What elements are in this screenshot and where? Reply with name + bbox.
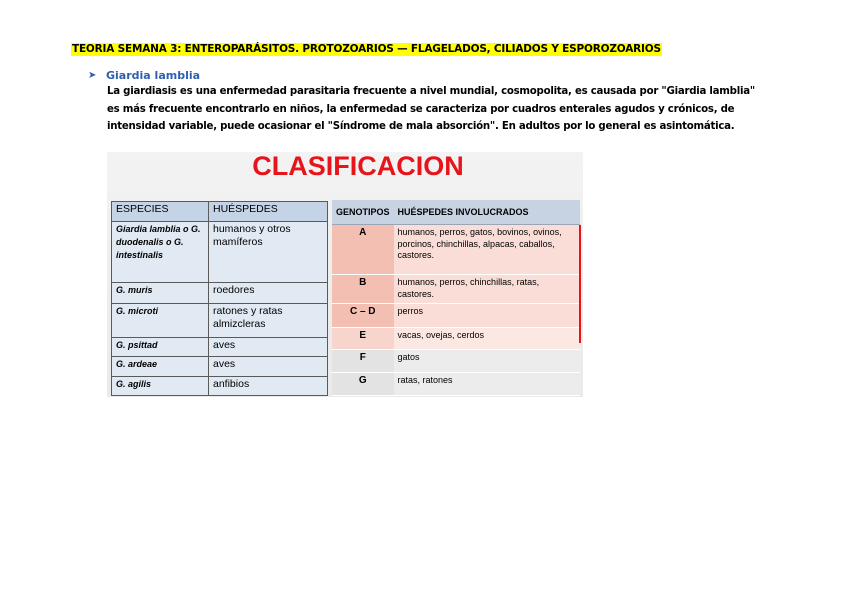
- hosts-cell: gatos: [394, 350, 580, 373]
- column-header: ESPECIES: [112, 202, 209, 222]
- table-row: [332, 275, 580, 304]
- table-row: [332, 304, 580, 328]
- arrow-bullet-icon: ➤: [88, 69, 97, 81]
- paragraph-line: La giardiasis es una enfermedad parasitaria frecuente a nivel mundial, cosmopolita, es causada por "Giardia lamblia": [107, 86, 755, 97]
- hosts-cell: ratones y ratas almizcleras: [209, 304, 328, 338]
- table-row: [112, 376, 328, 395]
- species-cell: G. psittad: [112, 337, 209, 356]
- species-cell: Giardia lamblia o G. duodenalis o G. intestinalis: [112, 222, 209, 283]
- bullet-title: Giardia lamblia: [106, 68, 201, 82]
- table-row: [332, 373, 580, 396]
- species-cell: G. muris: [112, 283, 209, 304]
- hosts-cell: humanos, perros, chinchillas, ratas, castores.: [394, 275, 580, 304]
- genotype-cell: A: [332, 225, 394, 275]
- document-heading: TEORIA SEMANA 3: ENTEROPARÁSITOS. PROTOZOARIOS — FLAGELADOS, CILIADOS Y ESPOROZOARIOS: [72, 43, 661, 55]
- bullet-item: [88, 68, 200, 82]
- genotype-cell: F: [332, 350, 394, 373]
- genotype-cell: E: [332, 328, 394, 350]
- description-paragraph: [107, 83, 767, 136]
- genotype-cell: B: [332, 275, 394, 304]
- table-row: [112, 304, 328, 338]
- genotype-table: [332, 200, 580, 396]
- table-header-row: [112, 202, 328, 222]
- table-row: [112, 222, 328, 283]
- table-row: [112, 283, 328, 304]
- hosts-cell: aves: [209, 337, 328, 356]
- hosts-cell: roedores: [209, 283, 328, 304]
- column-header: HUÉSPEDES: [209, 202, 328, 222]
- table-row: [332, 350, 580, 373]
- hosts-cell: vacas, ovejas, cerdos: [394, 328, 580, 350]
- hosts-cell: ratas, ratones: [394, 373, 580, 396]
- table-header-row: [332, 200, 580, 225]
- table-row: [332, 225, 580, 275]
- figure-title: CLASIFICACION: [252, 151, 464, 181]
- table-row: [332, 328, 580, 350]
- classification-figure: [107, 152, 583, 397]
- column-header: GENOTIPOS: [332, 200, 394, 225]
- hosts-cell: humanos y otros mamíferos: [209, 222, 328, 283]
- hosts-cell: humanos, perros, gatos, bovinos, ovinos, porcinos, chinchillas, alpacas, caballos, castores.: [394, 225, 580, 275]
- hosts-cell: anfibios: [209, 376, 328, 395]
- species-cell: G. ardeae: [112, 357, 209, 376]
- table-row: [112, 357, 328, 376]
- species-table: [111, 201, 328, 396]
- species-cell: G. microti: [112, 304, 209, 338]
- highlight-bar: [579, 225, 581, 343]
- hosts-cell: aves: [209, 357, 328, 376]
- column-header: HUÉSPEDES INVOLUCRADOS: [394, 200, 580, 225]
- table-row: [112, 337, 328, 356]
- genotype-cell: C – D: [332, 304, 394, 328]
- species-cell: G. agilis: [112, 376, 209, 395]
- paragraph-line: es más frecuente encontrarlo en niños, la enfermedad se caracteriza por cuadros enterales agudos y crónicos, de: [107, 103, 735, 115]
- genotype-cell: G: [332, 373, 394, 396]
- hosts-cell: perros: [394, 304, 580, 328]
- paragraph-line: intensidad variable, puede ocasionar el "Síndrome de mala absorción". En adultos por lo general es asintomática.: [107, 121, 735, 132]
